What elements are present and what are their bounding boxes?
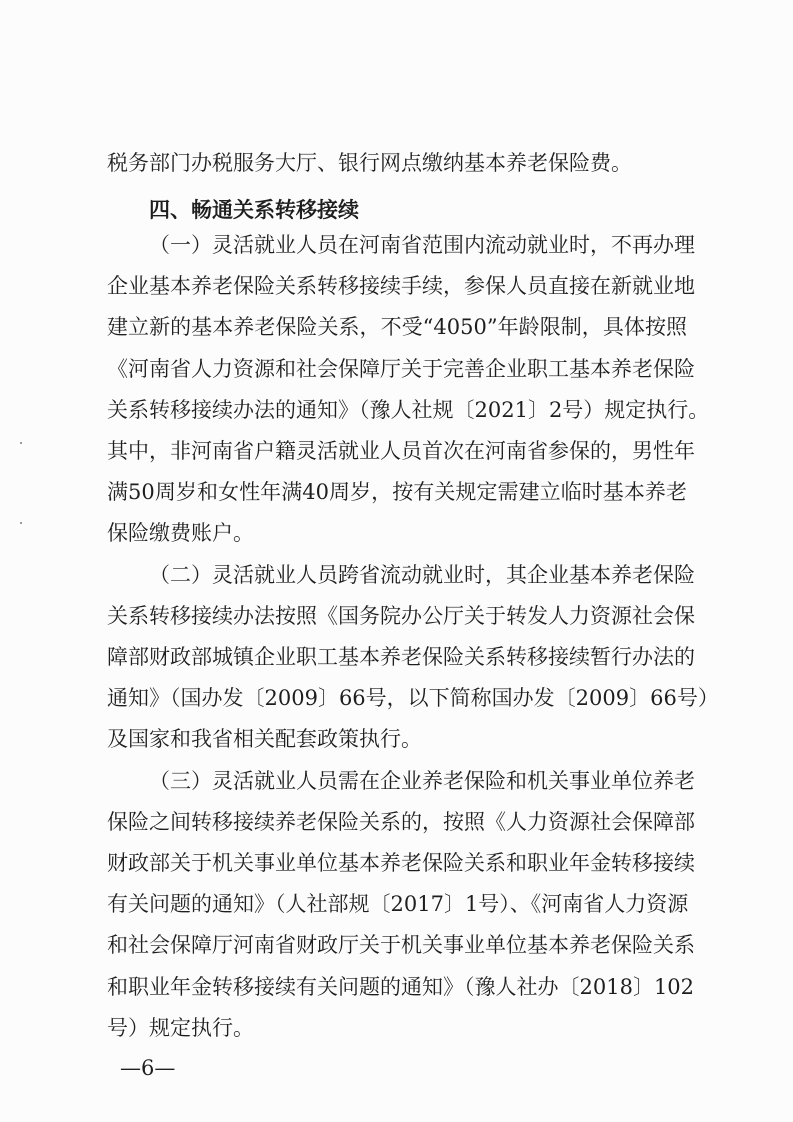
paragraph-line: 财政部关于机关事业单位基本养老保险关系和职业年金转移接续 [107,851,695,875]
scan-mark [20,522,22,524]
page-number: —6— [120,1056,176,1080]
paragraph-line: 税务部门办税服务大厅、银行网点缴纳基本养老保险费。 [107,151,632,175]
paragraph-line: 号）规定执行。 [107,1016,254,1040]
paragraph-line: 通知》（国办发〔2009〕66号，以下简称国办发〔2009〕66号） [107,686,719,710]
paragraph-line: 和社会保障厅河南省财政厅关于机关事业单位基本养老保险关系 [107,933,695,957]
paragraph-line: 《河南省人力资源和社会保障厅关于完善企业职工基本养老保险 [107,357,695,381]
paragraph-line: 其中，非河南省户籍灵活就业人员首次在河南省参保的，男性年 [107,439,695,463]
paragraph-line: 有关问题的通知》（人社部规〔2017〕1号）、《河南省人力资源 [107,892,689,916]
paragraph-line: （三）灵活就业人员需在企业养老保险和机关事业单位养老 [149,769,695,793]
section-heading: 四、畅通关系转移接续 [149,198,359,222]
paragraph-line: 保险缴费账户。 [107,521,254,545]
paragraph-line: 障部财政部城镇企业职工基本养老保险关系转移接续暂行办法的 [107,645,695,669]
paragraph-line: 建立新的基本养老保险关系，不受“4050”年龄限制，具体按照 [107,315,687,339]
scan-mark [20,442,22,444]
paragraph-line: 关系转移接续办法按照《国务院办公厅关于转发人力资源社会保 [107,604,695,628]
paragraph-line: 和职业年金转移接续有关问题的通知》（豫人社办〔2018〕102 [107,975,695,999]
paragraph-line: 关系转移接续办法的通知》（豫人社规〔2021〕2号）规定执行。 [107,398,710,422]
paragraph-line: （二）灵活就业人员跨省流动就业时，其企业基本养老保险 [149,563,695,587]
paragraph-line: 满50周岁和女性年满40周岁，按有关规定需建立临时基本养老 [107,480,687,504]
paragraph-line: 企业基本养老保险关系转移接续手续，参保人员直接在新就业地 [107,274,695,298]
paragraph-line: 及国家和我省相关配套政策执行。 [107,727,422,751]
paragraph-line: 保险之间转移接续养老保险关系的，按照《人力资源社会保障部 [107,810,695,834]
paragraph-line: （一）灵活就业人员在河南省范围内流动就业时，不再办理 [149,233,695,257]
